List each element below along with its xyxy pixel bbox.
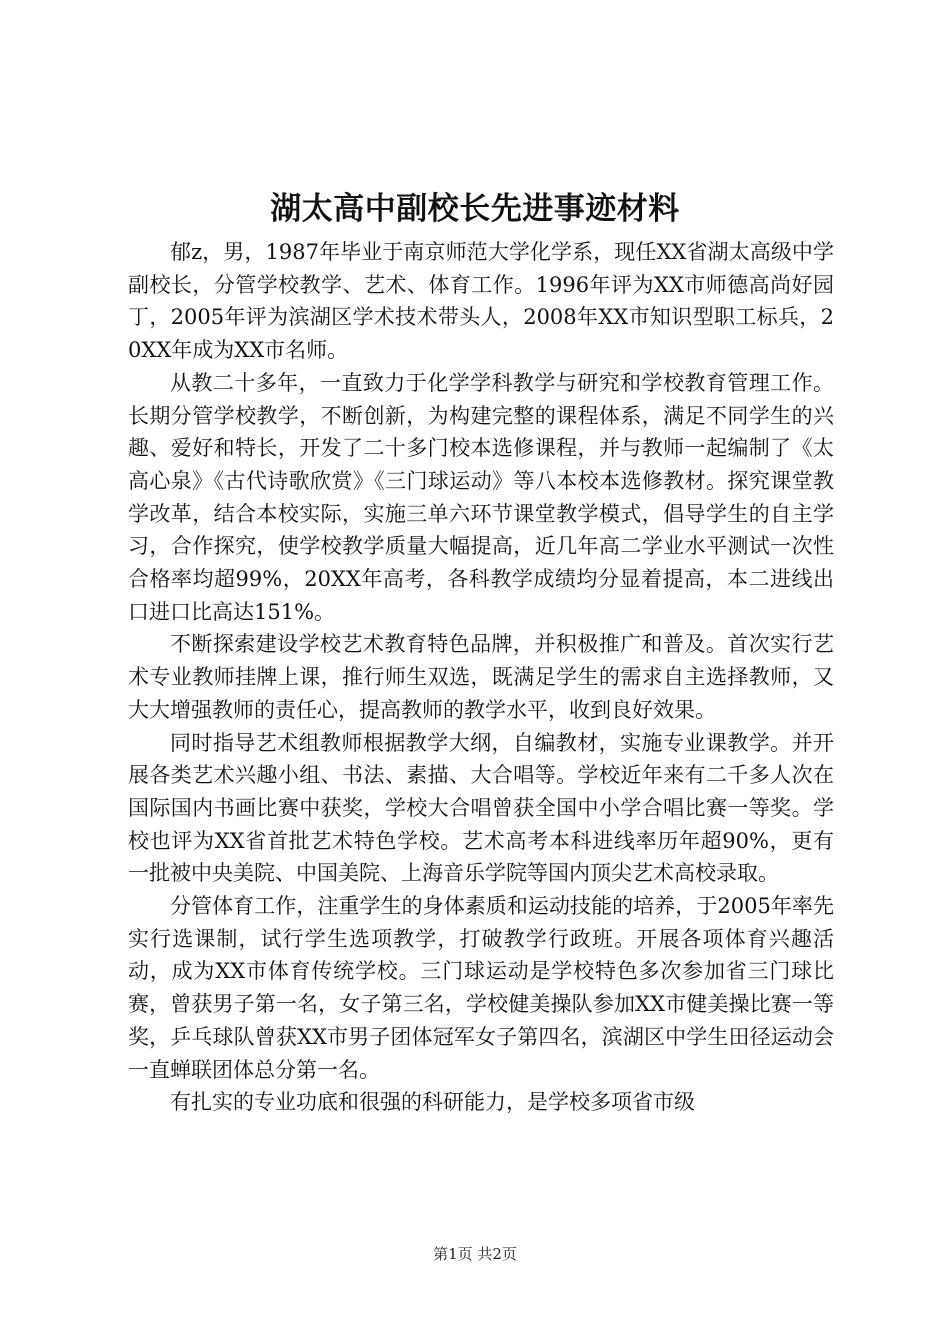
- paragraph-1: 郁z，男，1987年毕业于南京师范大学化学系，现任XX省湖太高级中学副校长，分管学校教学、艺术、体育工作。1996年评为XX市师德高尚好园丁，2005年评为滨湖区学术技术带头人，2008年XX市知识型职工标兵，20XX年成为XX市名师。: [128, 240, 834, 363]
- document-title: 湖太高中副校长先进事迹材料: [270, 191, 680, 227]
- paragraph-2: 从教二十多年，一直致力于化学学科教学与研究和学校教育管理工作。长期分管学校教学，不断创新，为构建完整的课程体系，满足不同学生的兴趣、爱好和特长，开发了二十多门校本选修课程，并与教师一起编制了《太高心泉》《古代诗歌欣赏》《三门球运动》等八本校本选修教材。探究课堂教学改革，结合本校实际，实施三单六环节课堂教学模式，倡导学生的自主学习，合作探究，使学校教学质量大幅提高，近几年高二学业水平测试一次性合格率均超99%，20XX年高考，各科教学成绩均分显着提高，本二进线出口进口比高达151%。: [128, 370, 834, 624]
- paragraph-5: 分管体育工作，注重学生的身体素质和运动技能的培养，于2005年率先实行选课制，试行学生选项教学，打破教学行政班。开展各项体育兴趣活动，成为XX市体育传统学校。三门球运动是学校特色多次参加省三门球比赛，曾获男子第一名，女子第三名，学校健美操队参加XX市健美操比赛一等奖，乒乓球队曾获XX市男子团体冠军女子第四名，滨湖区中学生田径运动会一直蝉联团体总分第一名。: [128, 894, 834, 1082]
- document-body: [128, 236, 834, 1119]
- paragraph-3: 不断探索建设学校艺术教育特色品牌，并积极推广和普及。首次实行艺术专业教师挂牌上课，推行师生双选，既满足学生的需求自主选择教师，又大大增强教师的责任心，提高教师的教学水平，收到良好效果。: [128, 632, 834, 722]
- paragraph-6: 有扎实的专业功底和很强的科研能力，是学校多项省市级: [170, 1090, 695, 1115]
- page-number-footer: 第1页 共2页: [433, 1245, 517, 1263]
- paragraph-4: 同时指导艺术组教师根据教学大纲，自编教材，实施专业课教学。并开展各类艺术兴趣小组、书法、素描、大合唱等。学校近年来有二千多人次在国际国内书画比赛中获奖，学校大合唱曾获全国中小学合唱比赛一等奖。学校也评为XX省首批艺术特色学校。艺术高考本科进线率历年超90%，更有一批被中央美院、中国美院、上海音乐学院等国内顶尖艺术高校录取。: [128, 730, 834, 886]
